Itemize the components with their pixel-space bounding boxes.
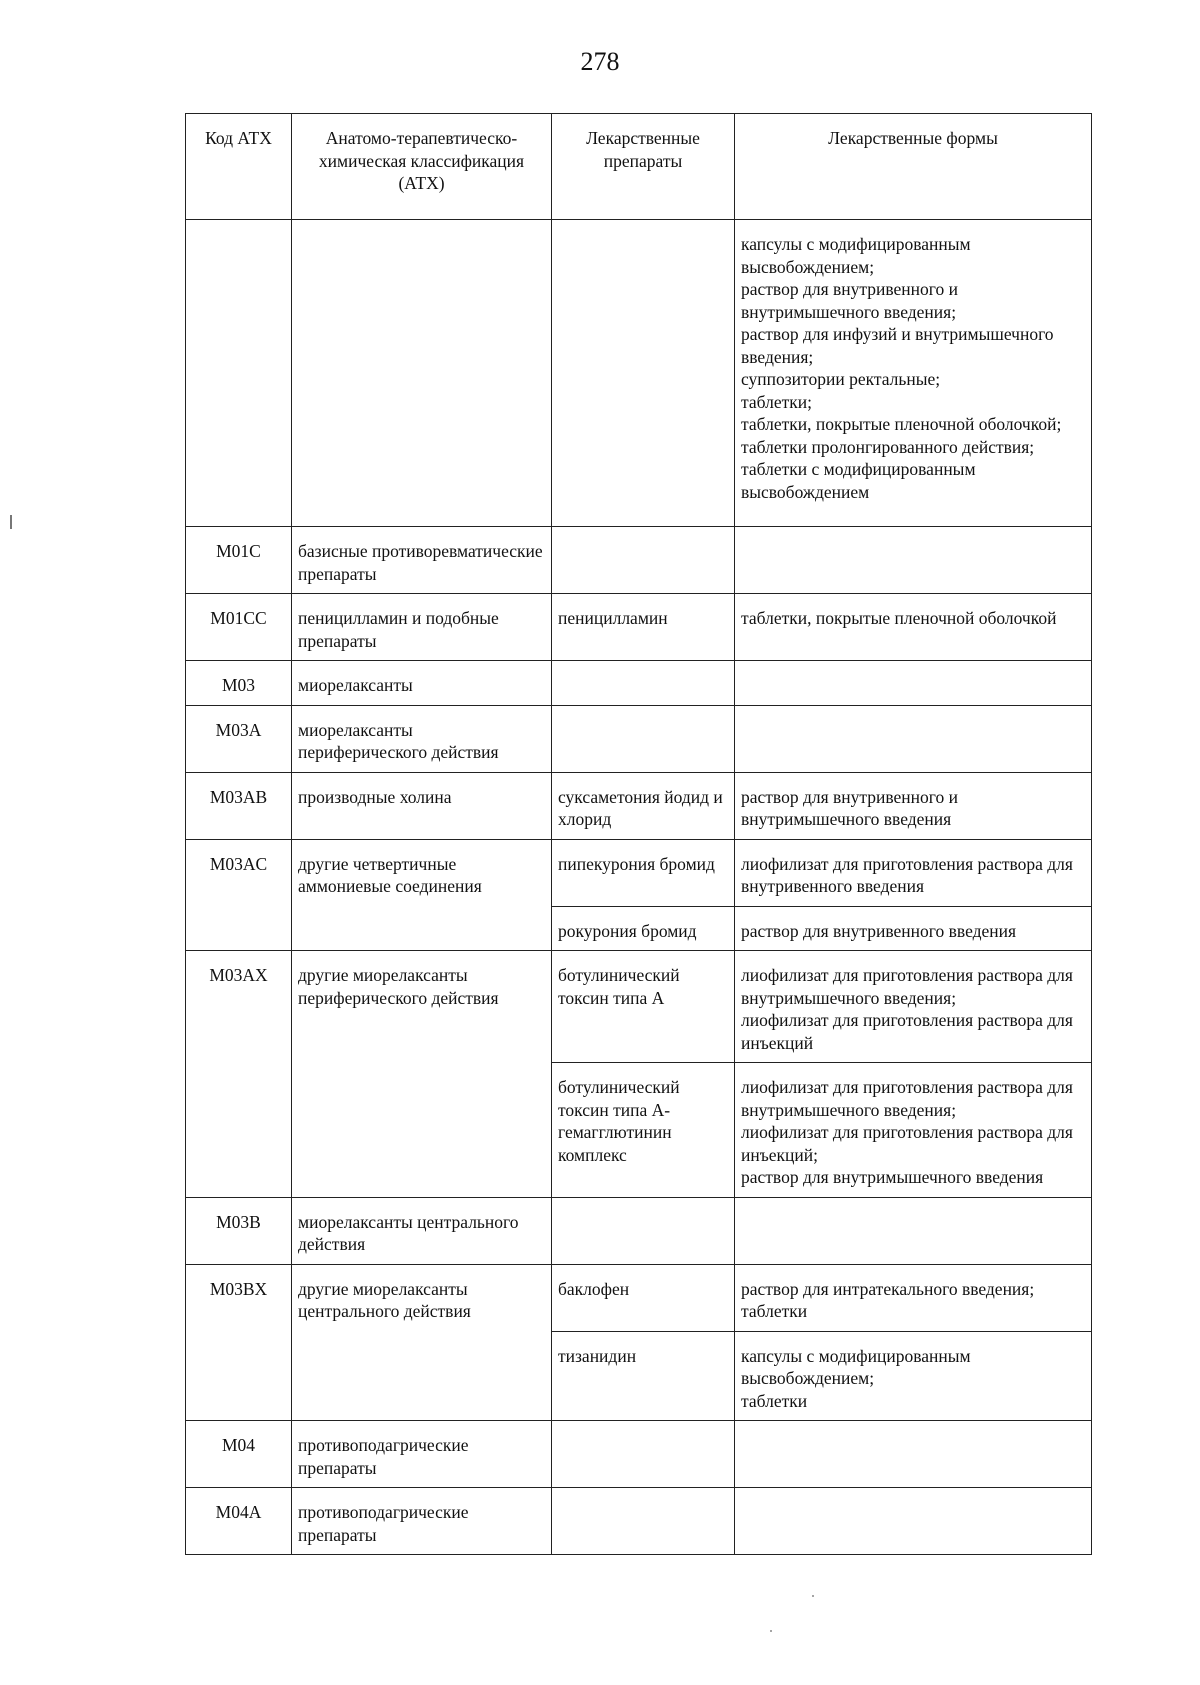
cell-code: M01C	[186, 527, 292, 594]
cell-code: M03AC	[186, 839, 292, 951]
form-item: лиофилизат для приготовления раствора для внутримышечного введения;	[741, 1077, 1073, 1120]
cell-code: M03	[186, 661, 292, 706]
cell-drug: пеницилламин	[552, 594, 735, 661]
cell-classification: другие четвертичные аммониевые соединения	[292, 839, 552, 951]
header-drugs: Лекарственные препараты	[552, 114, 735, 220]
scan-speck	[812, 1595, 814, 1597]
form-item: раствор для внутривенного и внутримышечного введения;	[741, 279, 959, 322]
form-item: раствор для интратекального введения;	[741, 1278, 1035, 1299]
cell-forms	[735, 661, 1092, 706]
cell-code: M04	[186, 1421, 292, 1488]
cell-classification: миорелаксанты	[292, 661, 552, 706]
cell-drug: баклофен	[552, 1264, 735, 1331]
cell-drug	[552, 705, 735, 772]
cell-forms	[735, 906, 1092, 951]
table-row	[186, 1264, 1092, 1331]
cell-drug: ботулинический токсин типа А	[552, 951, 735, 1063]
form-item: раствор для внутривенного введения	[741, 920, 1017, 941]
cell-forms	[735, 839, 1092, 906]
form-item: таблетки;	[741, 391, 812, 412]
cell-drug	[552, 1421, 735, 1488]
table-row	[186, 839, 1092, 906]
cell-drug: рокурония бромид	[552, 906, 735, 951]
cell-drug: ботулинический токсин типа А-гемагглютинин комплекс	[552, 1063, 735, 1198]
form-item: лиофилизат для приготовления раствора для инъекций;	[741, 1122, 1073, 1165]
form-item: таблетки	[741, 1390, 808, 1411]
form-item: раствор для внутривенного и внутримышечного введения	[741, 786, 959, 829]
form-item: капсулы с модифицированным высвобождением;	[741, 1345, 971, 1388]
cell-forms	[735, 1331, 1092, 1421]
cell-classification: противоподагрические препараты	[292, 1488, 552, 1555]
cell-forms	[735, 705, 1092, 772]
cell-forms	[735, 951, 1092, 1063]
cell-classification: миорелаксанты периферического действия	[292, 705, 552, 772]
cell-forms	[735, 1264, 1092, 1331]
cell-code: M03B	[186, 1197, 292, 1264]
form-item: таблетки, покрытые пленочной оболочкой	[741, 608, 1057, 628]
cell-classification: пеницилламин и подобные препараты	[292, 594, 552, 661]
form-item: таблетки, покрытые пленочной оболочкой;	[741, 414, 1062, 434]
cell-forms	[735, 220, 1092, 527]
table-row	[186, 1197, 1092, 1264]
cell-forms	[735, 1197, 1092, 1264]
cell-drug	[552, 1488, 735, 1555]
cell-code	[186, 220, 292, 527]
cell-forms	[735, 594, 1092, 661]
table-row	[186, 772, 1092, 839]
table-row	[186, 1488, 1092, 1555]
scan-artifact-mark	[10, 515, 12, 529]
cell-forms	[735, 527, 1092, 594]
cell-drug	[552, 220, 735, 527]
header-classification: Анатомо-терапевтическо-химическая классификация (АТХ)	[292, 114, 552, 220]
form-item: лиофилизат для приготовления раствора для внутривенного введения	[741, 853, 1073, 896]
form-item: раствор для инфузий и внутримышечного введения;	[741, 324, 1054, 367]
cell-code: M03A	[186, 705, 292, 772]
cell-forms	[735, 1488, 1092, 1555]
cell-code: M03BX	[186, 1264, 292, 1421]
cell-drug	[552, 527, 735, 594]
table-row	[186, 661, 1092, 706]
cell-classification: противоподагрические препараты	[292, 1421, 552, 1488]
form-item: таблетки	[741, 1301, 808, 1321]
page-number: 278	[580, 47, 620, 76]
cell-classification: базисные противоревматические препараты	[292, 527, 552, 594]
cell-forms	[735, 1063, 1092, 1198]
form-item: таблетки с модифицированным высвобождением	[741, 459, 976, 502]
cell-drug	[552, 1197, 735, 1264]
cell-forms	[735, 772, 1092, 839]
cell-code: M03AB	[186, 772, 292, 839]
form-item: лиофилизат для приготовления раствора для внутримышечного введения;	[741, 965, 1073, 1008]
scan-speck	[770, 1630, 772, 1632]
cell-drug	[552, 661, 735, 706]
form-item: суппозитории ректальные;	[741, 369, 941, 389]
form-item: таблетки пролонгированного действия;	[741, 436, 1035, 457]
form-item: капсулы с модифицированным высвобождением;	[741, 234, 971, 277]
header-code: Код АТХ	[186, 114, 292, 220]
cell-classification: миорелаксанты центрального действия	[292, 1197, 552, 1264]
header-forms: Лекарственные формы	[735, 114, 1092, 220]
cell-drug: суксаметония йодид и хлорид	[552, 772, 735, 839]
table-row	[186, 220, 1092, 527]
cell-classification: другие миорелаксанты периферического действия	[292, 951, 552, 1198]
cell-classification: другие миорелаксанты центрального действия	[292, 1264, 552, 1421]
cell-code: M04A	[186, 1488, 292, 1555]
table-row	[186, 1421, 1092, 1488]
atx-table	[185, 113, 1092, 1555]
table-row	[186, 951, 1092, 1063]
cell-drug: пипекурония бромид	[552, 839, 735, 906]
table-row	[186, 594, 1092, 661]
cell-code: M03AX	[186, 951, 292, 1198]
table-row	[186, 705, 1092, 772]
cell-forms	[735, 1421, 1092, 1488]
cell-drug: тизанидин	[552, 1331, 735, 1421]
form-item: лиофилизат для приготовления раствора для инъекций	[741, 1010, 1073, 1053]
table-header-row	[186, 114, 1092, 220]
cell-classification: производные холина	[292, 772, 552, 839]
form-item: раствор для внутримышечного введения	[741, 1167, 1044, 1187]
table-row	[186, 527, 1092, 594]
cell-code: M01CC	[186, 594, 292, 661]
cell-classification	[292, 220, 552, 527]
